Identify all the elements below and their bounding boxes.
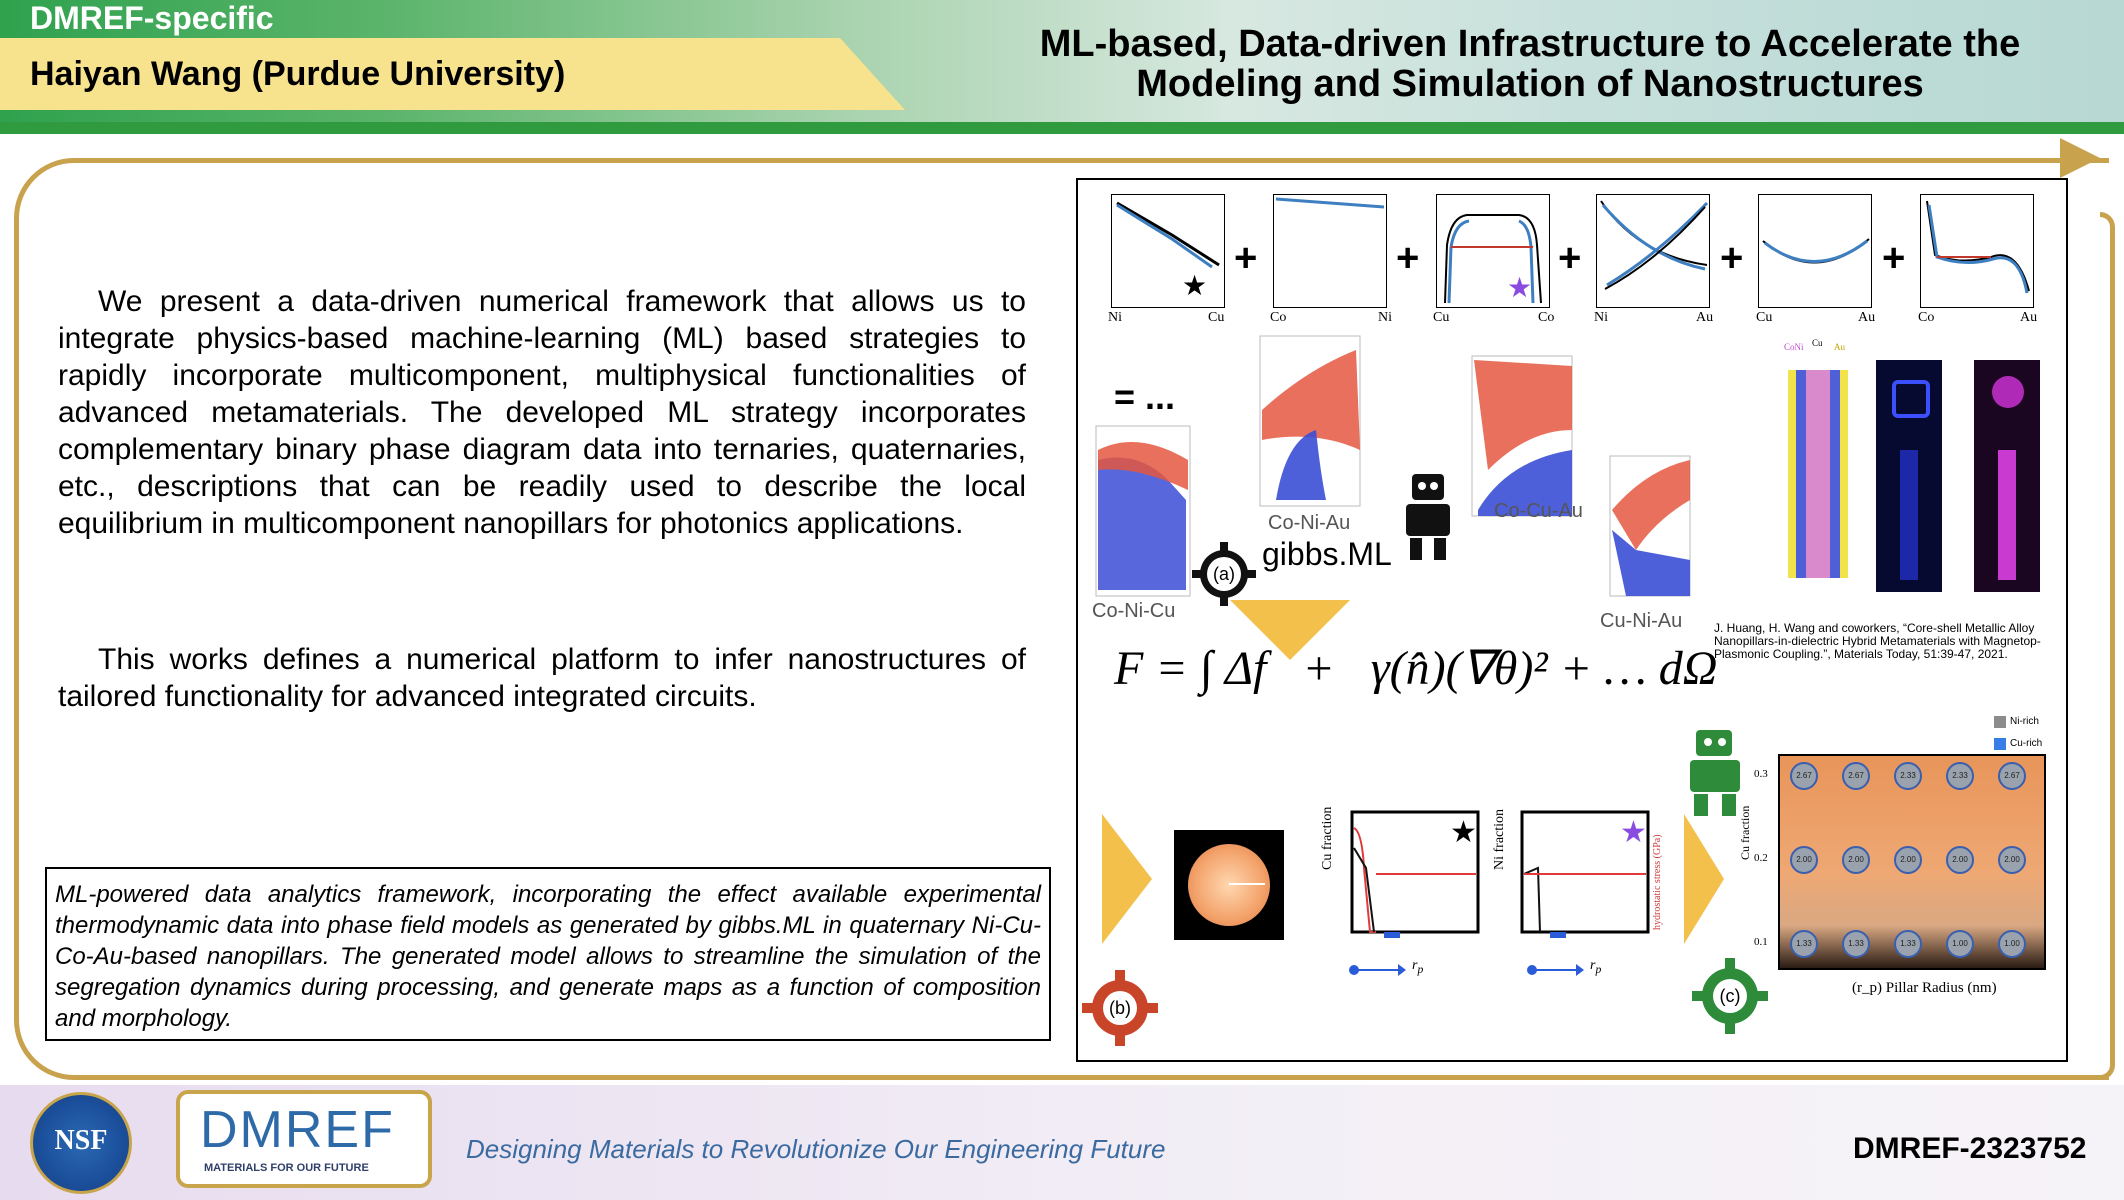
eds-map-blue bbox=[1876, 360, 1942, 592]
plus-sign: + bbox=[1882, 236, 1906, 280]
plus-sign: + bbox=[1558, 236, 1582, 280]
binary-label-left-6: Co bbox=[1918, 310, 1935, 325]
ternary-label-co-ni-cu: Co-Ni-Cu bbox=[1092, 600, 1176, 622]
description-paragraph-1: We present a data-driven numerical framework that allows us to integrate physics-based machine-learning (ML) based strategies to rapidly incorporate multicomponent, multiphysical functionalities of advanced metamaterials. The developed ML strategy incorporates complementary binary phase diagram data into ternaries, quaternaries, etc., descriptions that can be readily used to describe the local equilibrium in multicomponent nanopillars for photonics applications. bbox=[58, 285, 1026, 540]
map-dot: 2.00 bbox=[1998, 846, 2026, 874]
binary-label-right-2: Ni bbox=[1378, 310, 1392, 325]
plus-sign: + bbox=[1720, 236, 1744, 280]
gear-label-a: (a) bbox=[1207, 557, 1241, 591]
plot1-ylabel: Cu fraction bbox=[1320, 806, 1335, 870]
binary-curve-5 bbox=[1759, 195, 1871, 307]
robot-icon bbox=[1398, 472, 1458, 562]
ternary-label-co-ni-au: Co-Ni-Au bbox=[1268, 512, 1351, 534]
map-ytick: 0.1 bbox=[1754, 936, 1768, 948]
ternary-label-co-cu-au: Co-Cu-Au bbox=[1494, 500, 1583, 522]
nsf-logo-text: NSF bbox=[54, 1125, 108, 1156]
gear-label-b: (b) bbox=[1103, 991, 1137, 1025]
ternary-cu-ni-au bbox=[1606, 450, 1696, 600]
map-ytick: 0.3 bbox=[1754, 768, 1768, 780]
svg-text:★: ★ bbox=[1507, 272, 1533, 303]
radius-label-1: $r_p$ bbox=[1412, 958, 1424, 976]
binary-diagram-ni-cu bbox=[1111, 194, 1225, 308]
free-energy-formula: F = ∫ Δf + γ(n̂)(∇θ)² + … dΩ bbox=[1114, 642, 1718, 695]
gear-label-c: (c) bbox=[1713, 979, 1747, 1013]
binary-diagram-cu-au bbox=[1758, 194, 1872, 308]
radius-arrow-icon bbox=[1526, 960, 1586, 980]
binary-diagram-ni-au bbox=[1596, 194, 1710, 308]
program-label: DMREF-specific bbox=[30, 0, 274, 36]
map-dot: 2.67 bbox=[1842, 762, 1870, 790]
header-divider bbox=[0, 122, 2124, 134]
binary-diagram-co-au bbox=[1920, 194, 2034, 308]
ni-fraction-plot bbox=[1484, 808, 1664, 948]
description-paragraph-2: This works defines a numerical platform to infer nanostructures of tailored functionality for advanced integrated circuits. bbox=[58, 643, 1026, 713]
plot2-y2label: hydrostatic stress (GPa) bbox=[1652, 834, 1663, 930]
composition-map bbox=[1778, 754, 2046, 970]
binary-diagram-cu-co bbox=[1436, 194, 1550, 308]
binary-label-right-3: Co bbox=[1538, 310, 1555, 325]
frame-right-edge bbox=[2100, 212, 2115, 1080]
binary-label-right-4: Au bbox=[1696, 310, 1714, 325]
nsf-logo bbox=[30, 1092, 132, 1194]
footer-tagline: Designing Materials to Revolutionize Our Engineering Future bbox=[466, 1134, 1166, 1164]
binary-curve-2 bbox=[1274, 195, 1386, 307]
plus-sign: + bbox=[1396, 236, 1420, 280]
map-dot: 1.33 bbox=[1790, 930, 1818, 958]
plot2-ylabel: Ni fraction bbox=[1492, 808, 1507, 870]
pillar-label-coni: CoNi bbox=[1784, 342, 1804, 352]
map-dot: 2.67 bbox=[1790, 762, 1818, 790]
binary-label-left-5: Cu bbox=[1756, 310, 1773, 325]
ternary-co-ni-cu bbox=[1088, 420, 1198, 600]
map-dot: 2.33 bbox=[1894, 762, 1922, 790]
map-dot: 2.33 bbox=[1946, 762, 1974, 790]
map-dot: 2.67 bbox=[1998, 762, 2026, 790]
cu-fraction-plot bbox=[1314, 808, 1484, 948]
equals-label: = ... bbox=[1114, 376, 1176, 417]
legend-swatch-cu bbox=[1994, 738, 2006, 750]
map-xlabel: (r_p) Pillar Radius (nm) bbox=[1852, 980, 1997, 996]
binary-label-left-3: Cu bbox=[1433, 310, 1450, 325]
title-line-1: ML-based, Data-driven Infrastructure to Accelerate the bbox=[1039, 23, 2021, 65]
binary-curve-1 bbox=[1112, 195, 1224, 307]
legend-swatch-ni bbox=[1994, 716, 2006, 728]
svg-text:★: ★ bbox=[1450, 816, 1477, 849]
legend-label-cu: Cu-rich bbox=[2010, 738, 2043, 749]
author-name: Haiyan Wang (Purdue University) bbox=[30, 55, 566, 93]
dmref-logo-subtext: MATERIALS FOR OUR FUTURE bbox=[204, 1162, 369, 1174]
nanopillar-schematic bbox=[1778, 330, 1858, 580]
robot-icon-green bbox=[1680, 728, 1750, 818]
radius-arrow-icon bbox=[1348, 960, 1408, 980]
plus-sign: + bbox=[1234, 236, 1258, 280]
binary-curve-3 bbox=[1437, 195, 1549, 307]
figure-caption: ML-powered data analytics framework, incorporating the effect available experimental thermodynamic data into phase field models as generated by gibbs.ML in quaternary Ni-Cu-Co-Au-based nanopillars. The generated model allows to streamline the simulation of the segregation dynamics during processing, and generate maps as a function of composition and morphology. bbox=[45, 867, 1051, 1041]
reference-citation: J. Huang, H. Wang and coworkers, “Core-shell Metallic Alloy Nanopillars-in-dielectric Hybrid Metamaterials with Magnetop-Plasmonic Coupling.”, Materials Today, 51:39-47, 2021. bbox=[1714, 621, 2041, 661]
ternary-co-ni-au bbox=[1256, 330, 1366, 510]
map-dot: 1.00 bbox=[1946, 930, 1974, 958]
dmref-logo bbox=[176, 1090, 432, 1188]
right-arrow-icon bbox=[1684, 814, 1724, 944]
eds-map-magenta bbox=[1974, 360, 2040, 592]
map-ylabel: Cu fraction bbox=[1738, 805, 1752, 860]
map-dot: 2.00 bbox=[1946, 846, 1974, 874]
figure-panel bbox=[1076, 178, 2068, 1062]
pillar-label-au: Au bbox=[1834, 342, 1845, 352]
map-dot: 2.00 bbox=[1842, 846, 1870, 874]
dmref-logo-text: DMREF bbox=[200, 1101, 395, 1159]
map-dot: 1.00 bbox=[1998, 930, 2026, 958]
gibbs-ml-label: gibbs.ML bbox=[1262, 536, 1392, 572]
binary-curve-4 bbox=[1597, 195, 1709, 307]
slide-title bbox=[965, 24, 2095, 104]
binary-label-left-4: Ni bbox=[1594, 310, 1608, 325]
map-dot: 2.00 bbox=[1790, 846, 1818, 874]
svg-text:★: ★ bbox=[1182, 270, 1208, 301]
binary-label-right-6: Au bbox=[2020, 310, 2038, 325]
binary-curve-6 bbox=[1921, 195, 2033, 307]
binary-label-left-1: Ni bbox=[1108, 310, 1122, 325]
binary-label-right-1: Cu bbox=[1208, 310, 1225, 325]
legend-label-ni: Ni-rich bbox=[2010, 716, 2039, 727]
ternary-label-cu-ni-au: Cu-Ni-Au bbox=[1600, 610, 1683, 632]
map-dot: 2.00 bbox=[1894, 846, 1922, 874]
binary-label-left-2: Co bbox=[1270, 310, 1287, 325]
svg-text:★: ★ bbox=[1620, 816, 1647, 849]
grant-number: DMREF-2323752 bbox=[1853, 1132, 2087, 1165]
pillar-cross-section bbox=[1174, 830, 1284, 940]
binary-label-right-5: Au bbox=[1858, 310, 1876, 325]
pillar-label-cu: Cu bbox=[1812, 338, 1823, 348]
map-dot: 1.33 bbox=[1842, 930, 1870, 958]
right-arrow-icon bbox=[1102, 814, 1152, 944]
ternary-co-cu-au bbox=[1468, 350, 1578, 520]
radius-label-2: $r_p$ bbox=[1590, 958, 1602, 976]
frame-arrow-icon bbox=[2060, 138, 2100, 178]
map-dot: 1.33 bbox=[1894, 930, 1922, 958]
binary-diagram-co-ni bbox=[1273, 194, 1387, 308]
map-ytick: 0.2 bbox=[1754, 852, 1768, 864]
title-line-2: Modeling and Simulation of Nanostructures bbox=[1136, 63, 1924, 105]
